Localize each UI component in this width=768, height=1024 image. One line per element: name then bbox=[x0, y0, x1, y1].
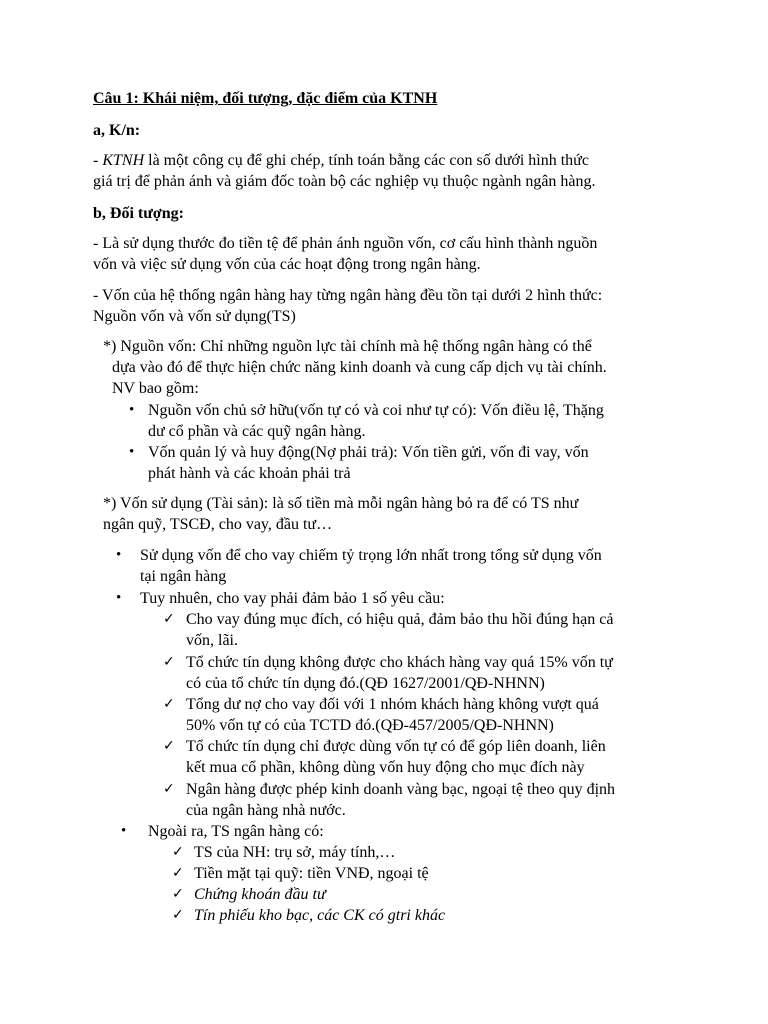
check-icon: ✓ bbox=[172, 886, 184, 902]
check-item: 50% vốn tự có của TCTD đó.(QĐ-457/2005/QĐ-NHNN) bbox=[186, 717, 554, 734]
check-item: Tổ chức tín dụng chỉ được dùng vốn tự có để góp liên doanh, liên bbox=[186, 738, 606, 755]
check-item: Tổng dư nợ cho vay đối với 1 nhóm khách hàng không vượt quá bbox=[186, 696, 599, 713]
check-icon: ✓ bbox=[172, 865, 184, 881]
definition-dash: - bbox=[93, 152, 103, 169]
check-item: Tín phiếu kho bạc, các CK có gtri khác bbox=[194, 907, 446, 924]
nguon-von-line: NV bao gồm: bbox=[112, 380, 199, 397]
list-item: Sử dụng vốn để cho vay chiếm tỷ trọng lớn nhất trong tổng sử dụng vốn bbox=[140, 547, 602, 564]
list-item: Vốn quản lý và huy động(Nợ phải trả): Vốn tiền gửi, vốn đi vay, vốn bbox=[148, 444, 589, 461]
list-item: dư cổ phần và các quỹ ngân hàng. bbox=[148, 423, 366, 440]
list-item: Tuy nhuên, cho vay phải đảm bảo 1 số yêu cầu: bbox=[140, 590, 445, 607]
paragraph-line: - Vốn của hệ thống ngân hàng hay từng ngân hàng đều tồn tại dưới 2 hình thức: bbox=[93, 287, 603, 304]
bullet-icon: • bbox=[129, 402, 135, 418]
definition-line-1 bbox=[93, 150, 589, 171]
von-su-dung-line: ngân quỹ, TSCĐ, cho vay, đầu tư… bbox=[103, 516, 333, 533]
check-icon: ✓ bbox=[163, 781, 175, 797]
paragraph-line: Nguồn vốn và vốn sử dụng(TS) bbox=[93, 308, 296, 325]
check-item: vốn, lãi. bbox=[186, 632, 238, 649]
list-item: Ngoài ra, TS ngân hàng có: bbox=[148, 823, 324, 840]
nguon-von-line: *) Nguồn vốn: Chỉ những nguồn lực tài chính mà hệ thống ngân hàng có thể bbox=[103, 338, 592, 355]
bullet-icon: • bbox=[116, 547, 122, 563]
check-icon: ✓ bbox=[172, 907, 184, 923]
check-item: Ngân hàng được phép kinh doanh vàng bạc, ngoại tệ theo quy định bbox=[186, 781, 616, 798]
check-item: Chứng khoán đầu tư bbox=[194, 886, 326, 903]
paragraph-line: vốn và việc sử dụng vốn của các hoạt động trong ngân hàng. bbox=[93, 256, 481, 273]
section-b-title: b, Đối tượng: bbox=[93, 205, 184, 222]
bullet-icon: • bbox=[129, 444, 135, 460]
check-icon: ✓ bbox=[163, 738, 175, 754]
check-icon: ✓ bbox=[163, 654, 175, 670]
von-su-dung-line: *) Vốn sử dụng (Tài sản): là số tiền mà mỗi ngân hàng bỏ ra để có TS như bbox=[103, 495, 579, 512]
check-item: Tổ chức tín dụng không được cho khách hàng vay quá 15% vốn tự bbox=[186, 654, 613, 671]
check-icon: ✓ bbox=[163, 611, 175, 627]
paragraph-line: - Là sử dụng thước đo tiền tệ để phản ánh nguồn vốn, cơ cấu hình thành nguồn bbox=[93, 235, 598, 252]
check-item: kết mua cổ phần, không dùng vốn huy động cho mục đích này bbox=[186, 759, 585, 776]
check-item: có của tổ chức tín dụng đó.(QĐ 1627/2001/QĐ-NHNN) bbox=[186, 675, 545, 692]
page-heading: Câu 1: Khái niệm, đối tượng, đặc điểm của KTNH bbox=[93, 90, 438, 107]
check-icon: ✓ bbox=[163, 696, 175, 712]
list-item: phát hành và các khoản phải trả bbox=[148, 465, 351, 482]
check-item: Cho vay đúng mục đích, có hiệu quả, đảm bảo thu hồi đúng hạn cả bbox=[186, 611, 614, 628]
nguon-von-line: dựa vào đó để thực hiện chức năng kinh doanh và cung cấp dịch vụ tài chính. bbox=[112, 359, 607, 376]
definition-line-2: giá trị để phản ánh và giám đốc toàn bộ các nghiệp vụ thuộc ngành ngân hàng. bbox=[93, 173, 596, 190]
list-item: tại ngân hàng bbox=[140, 568, 227, 585]
check-icon: ✓ bbox=[172, 844, 184, 860]
section-a-title: a, K/n: bbox=[93, 122, 141, 139]
bullet-icon: • bbox=[116, 590, 122, 606]
check-item: của ngân hàng nhà nước. bbox=[186, 802, 346, 819]
check-item: TS của NH: trụ sở, máy tính,… bbox=[194, 844, 396, 861]
bullet-icon: • bbox=[121, 823, 127, 839]
definition-term: KTNH bbox=[102, 152, 145, 169]
definition-text: là một công cụ để ghi chép, tính toán bằng các con số dưới hình thức bbox=[144, 152, 589, 169]
list-item: Nguồn vốn chủ sở hữu(vốn tự có và coi như tự có): Vốn điều lệ, Thặng bbox=[148, 402, 604, 419]
check-item: Tiền mặt tại quỹ: tiền VNĐ, ngoại tệ bbox=[194, 865, 429, 882]
